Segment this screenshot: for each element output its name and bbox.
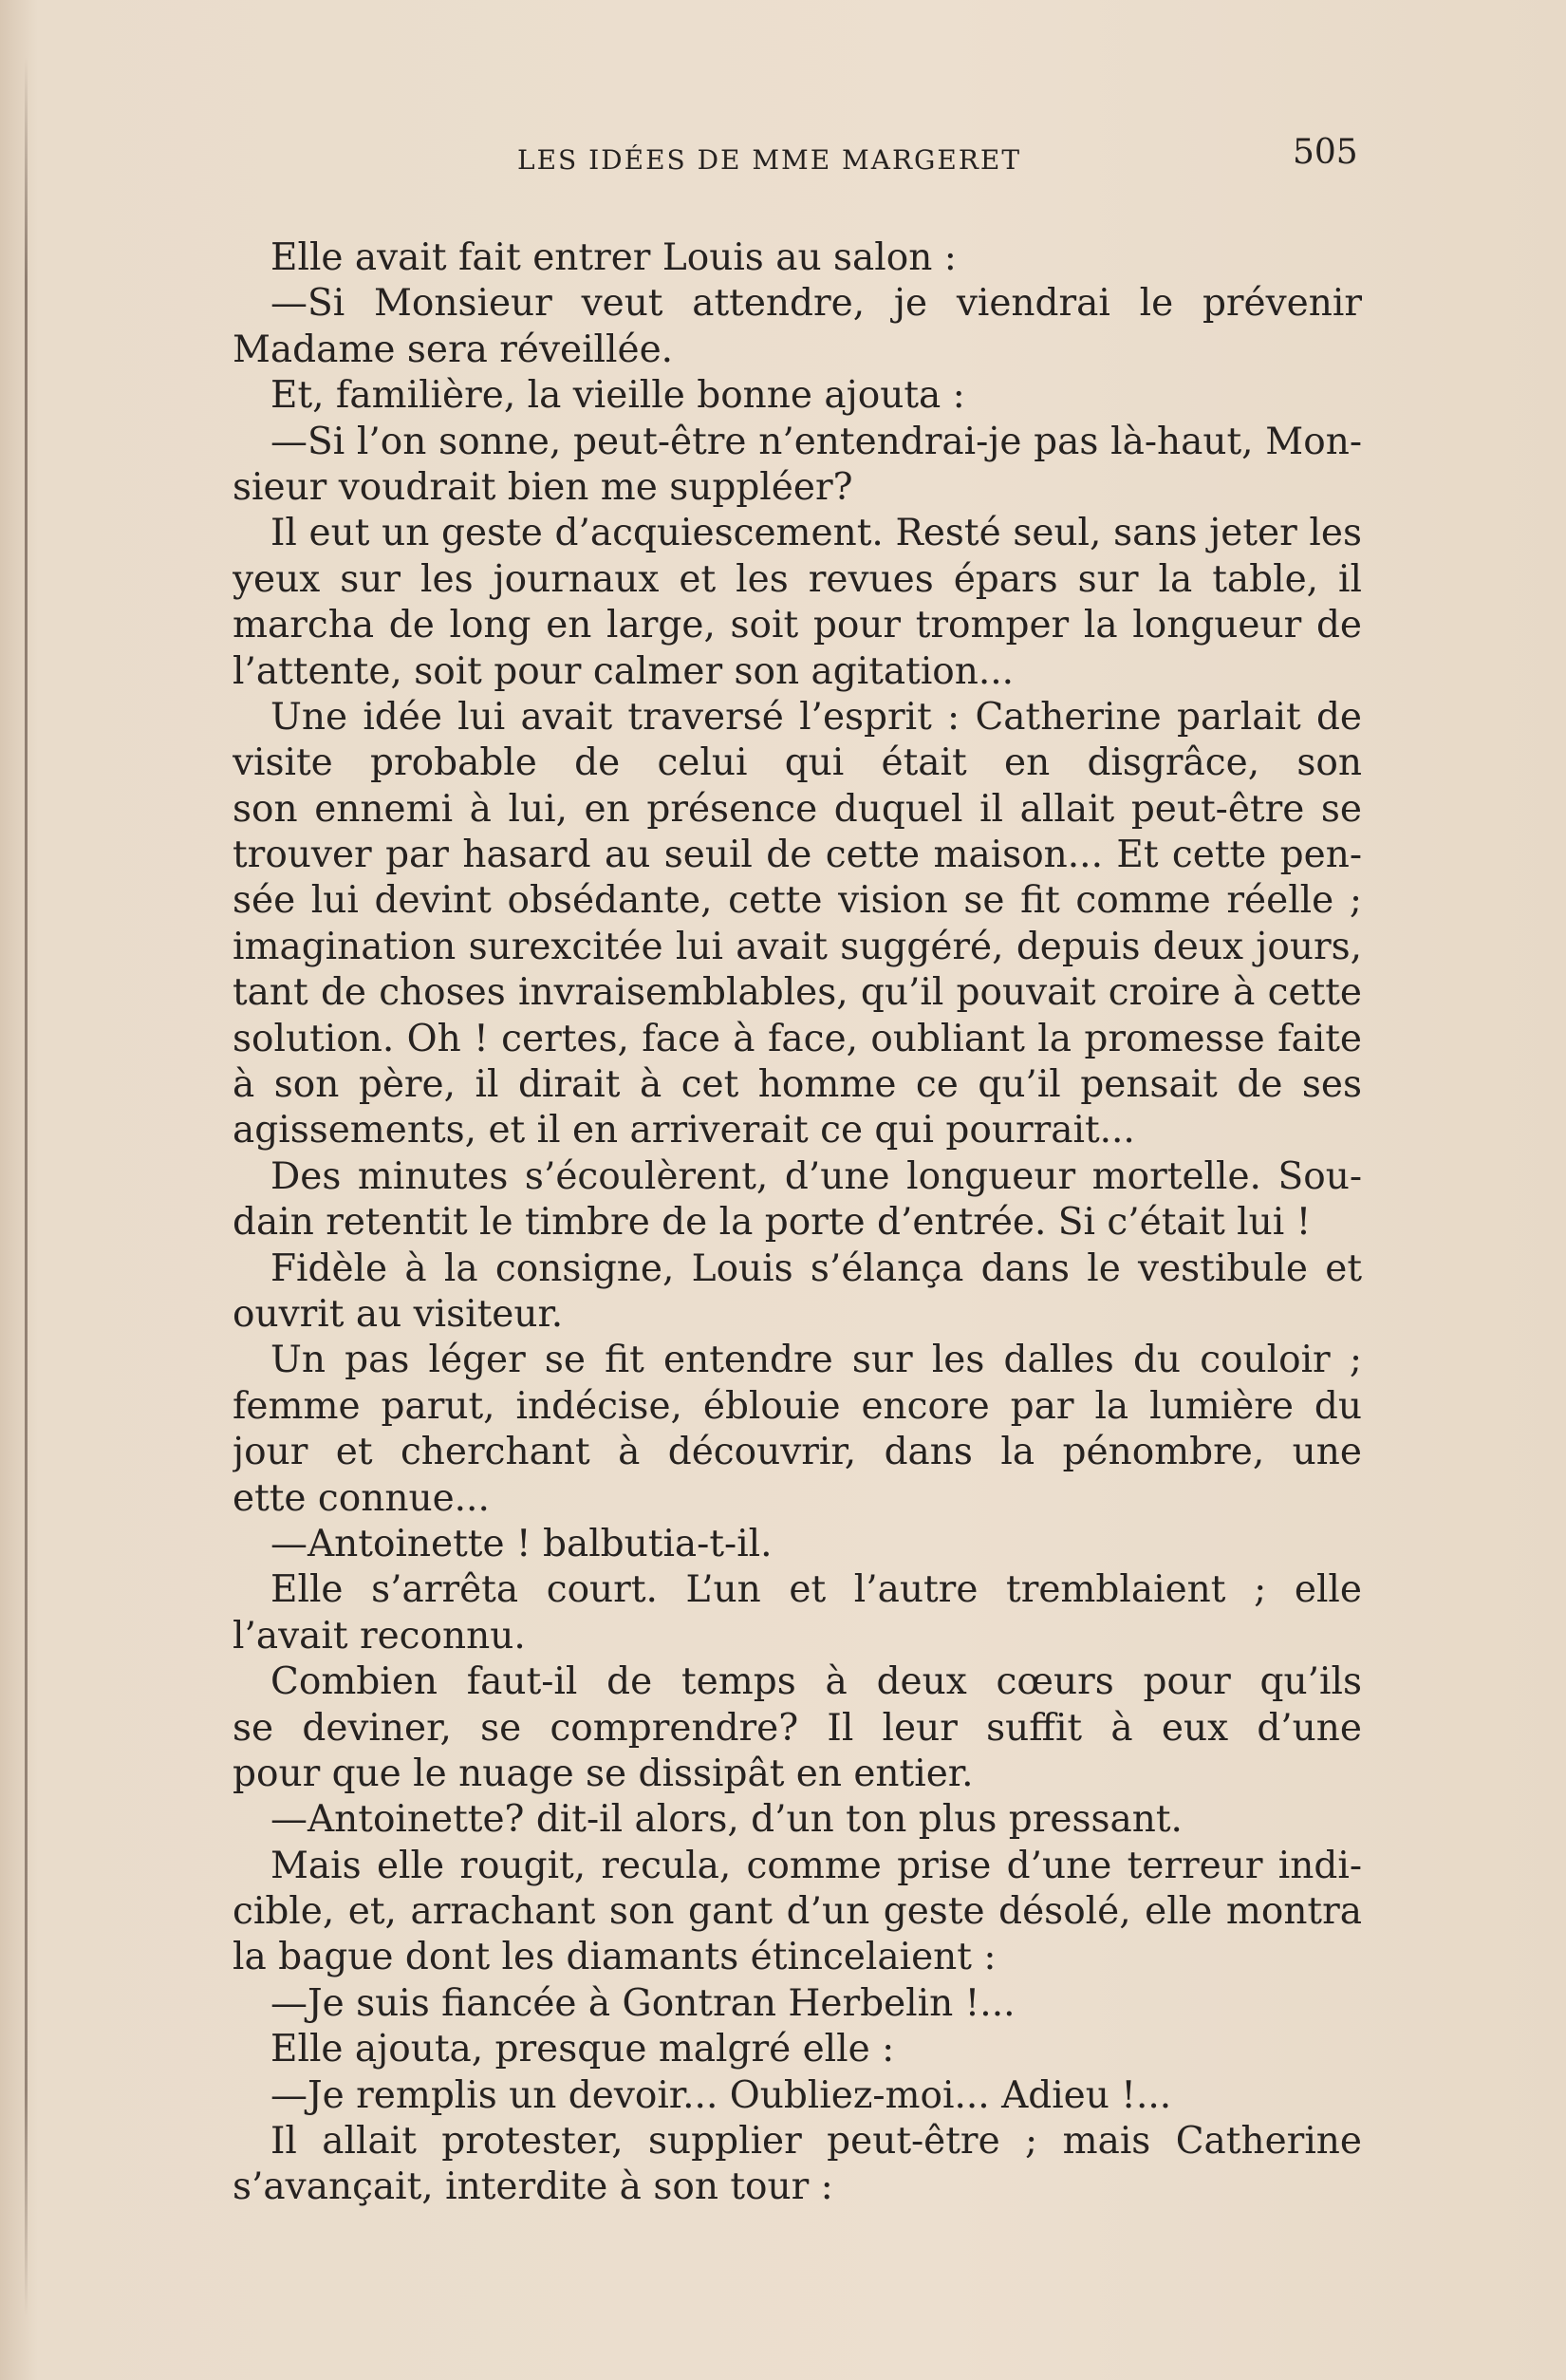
text-line: sée lui devint obsédante, cette vision se fit comme réelle ; bbox=[233, 879, 1362, 923]
text-line: visite probable de celui qui était en disgrâce, son bbox=[233, 741, 1362, 785]
text-line: cible, et, arrachant son gant d’un geste désolé, elle montra bbox=[233, 1890, 1362, 1934]
text-line: Elle ajouta, presque malgré elle : bbox=[270, 2028, 895, 2071]
text-line: Combien faut-il de temps à deux cœurs pour qu’ils bbox=[270, 1660, 1362, 1704]
text-line: Des minutes s’écoulèrent, d’une longueur mortelle. Sou- bbox=[270, 1154, 1362, 1198]
text-line: s’avançait, interdite à son tour : bbox=[233, 2165, 833, 2209]
text-line: la bague dont les diamants étincelaient : bbox=[233, 1936, 997, 1979]
text-line: Un pas léger se fit entendre sur les dalles du couloir ; bbox=[270, 1339, 1362, 1382]
text-line: Il allait protester, supplier peut-être ; mais Catherine bbox=[270, 2120, 1362, 2164]
text-line: —Je remplis un devoir... Oubliez-moi... Adieu !... bbox=[270, 2073, 1172, 2117]
text-line: ouvrit au visiteur. bbox=[233, 1292, 564, 1336]
text-line: marcha de long en large, soit pour tromper la longueur de bbox=[233, 604, 1362, 647]
text-line: —Je suis fiancée à Gontran Herbelin !... bbox=[270, 1981, 1016, 2025]
binding-gutter bbox=[25, 57, 28, 2316]
text-line: trouver par hasard au seuil de cette maison... Et cette pen- bbox=[233, 834, 1362, 877]
text-line: yeux sur les journaux et les revues épars sur la table, il bbox=[233, 557, 1362, 601]
text-line: Il eut un geste d’acquiescement. Resté seul, sans jeter les bbox=[270, 512, 1362, 555]
text-line: Elle s’arrêta court. L’un et l’autre tremblaient ; elle bbox=[270, 1568, 1362, 1612]
text-line: Une idée lui avait traversé l’esprit : Catherine parlait de bbox=[270, 695, 1362, 739]
text-line: —Si Monsieur veut attendre, je viendrai le prévenir bbox=[270, 282, 1362, 326]
text-line: Madame sera réveillée. bbox=[233, 328, 674, 371]
page-header bbox=[0, 131, 1566, 188]
text-line: l’attente, soit pour calmer son agitation... bbox=[233, 649, 1015, 693]
text-line: femme parut, indécise, éblouie encore par la lumière du bbox=[233, 1384, 1362, 1428]
text-line: l’avait reconnu. bbox=[233, 1614, 526, 1658]
text-line: se deviner, se comprendre? Il leur suffit à eux d’une bbox=[233, 1706, 1362, 1750]
text-line: pour que le nuage se dissipât en entier. bbox=[233, 1752, 974, 1795]
text-line: Elle avait fait entrer Louis au salon : bbox=[270, 236, 957, 279]
text-line: sieur voudrait bien me suppléer? bbox=[233, 465, 853, 509]
text-line: solution. Oh ! certes, face à face, oubliant la promesse faite bbox=[233, 1017, 1362, 1060]
text-line: imagination surexcitée lui avait suggéré, depuis deux jours, bbox=[233, 925, 1362, 968]
text-line: ette connue... bbox=[233, 1476, 490, 1520]
text-line: tant de choses invraisemblables, qu’il pouvait croire à cette bbox=[233, 971, 1362, 1015]
text-line: —Si l’on sonne, peut-être n’entendrai-je pas là-haut, Mon- bbox=[270, 420, 1362, 463]
running-head: LES IDÉES DE MME MARGERET bbox=[517, 144, 1022, 176]
text-line: —Antoinette? dit-il alors, d’un ton plus pressant. bbox=[270, 1798, 1183, 1842]
text-line: jour et cherchant à découvrir, dans la pénombre, une bbox=[233, 1431, 1362, 1474]
text-line: dain retentit le timbre de la porte d’entrée. Si c’était lui ! bbox=[233, 1201, 1312, 1245]
text-line: à son père, il dirait à cet homme ce qu’il pensait de ses bbox=[233, 1063, 1362, 1107]
body-text bbox=[233, 235, 1362, 2211]
text-line: son ennemi à lui, en présence duquel il allait peut-être se bbox=[233, 787, 1362, 831]
page-number: 505 bbox=[1293, 133, 1358, 172]
text-line: Et, familière, la vieille bonne ajouta : bbox=[270, 374, 965, 418]
text-line: Mais elle rougit, recula, comme prise d’une terreur indi- bbox=[270, 1844, 1362, 1887]
text-line: Fidèle à la consigne, Louis s’élança dans le vestibule et bbox=[270, 1246, 1362, 1290]
text-line: —Antoinette ! balbutia-t-il. bbox=[270, 1522, 773, 1565]
text-line: agissements, et il en arriverait ce qui pourrait... bbox=[233, 1109, 1135, 1153]
